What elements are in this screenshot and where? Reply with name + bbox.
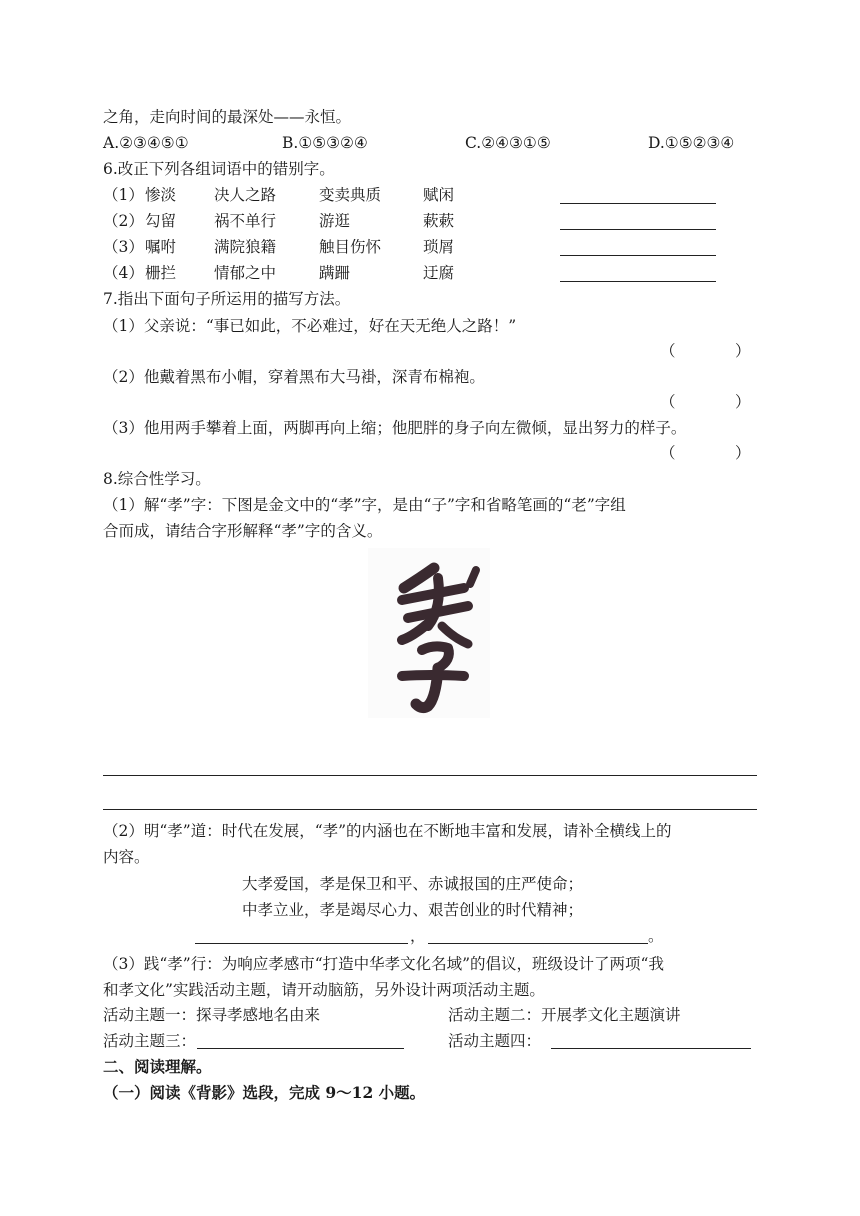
intro-tail: 之角，走向时间的最深处——永恒。 xyxy=(103,108,352,126)
poem-comma: ， xyxy=(410,927,426,945)
q6-word: 游逛 xyxy=(319,212,351,230)
paren-open: （ xyxy=(660,444,676,462)
activity-theme-3-label: 活动主题三： xyxy=(103,1032,197,1050)
activity-theme-4-blank[interactable] xyxy=(551,1048,751,1049)
answer-blank[interactable] xyxy=(560,229,716,230)
q7-item-2: （2）他戴着黑布小帽，穿着黑布大马褂，深青布棉袍。 xyxy=(103,368,485,386)
answer-blank[interactable] xyxy=(560,255,716,256)
activity-theme-3-blank[interactable] xyxy=(197,1048,404,1049)
q6-word: 迂腐 xyxy=(423,264,455,282)
q6-word: 蹒跚 xyxy=(319,264,351,282)
poem-line-2: 中孝立业，孝是竭尽心力、艰苦创业的时代精神； xyxy=(242,901,584,919)
option-d: D.①⑤②③④ xyxy=(648,134,735,152)
q6-word: 蔌蔌 xyxy=(423,212,455,230)
poem-blank-1[interactable] xyxy=(195,943,408,944)
q8-p3-line2: 和孝文化”实践活动主题，请开动脑筋，另外设计两项活动主题。 xyxy=(103,981,545,999)
section-subheading: （一）阅读《背影》选段，完成 9～12 小题。 xyxy=(103,1083,426,1102)
q6-row-num: （2） xyxy=(103,212,144,230)
q8-p1-line1: （1）解“孝”字：下图是金文中的“孝”字，是由“子”字和省略笔画的“老”字组 xyxy=(103,496,626,514)
activity-theme-2: 活动主题二：开展孝文化主题演讲 xyxy=(448,1006,681,1024)
q6-word: 琐屑 xyxy=(423,238,455,256)
poem-period: 。 xyxy=(648,927,664,945)
q7-item-3: （3）他用两手攀着上面，两脚再向上缩；他肥胖的身子向左微倾，显出努力的样子。 xyxy=(103,419,687,437)
activity-theme-4-label: 活动主题四： xyxy=(448,1032,542,1050)
activity-theme-1: 活动主题一：探寻孝感地名由来 xyxy=(103,1006,321,1024)
q8-title: 8.综合性学习。 xyxy=(103,470,211,488)
poem-blank-2[interactable] xyxy=(428,943,648,944)
q7-title: 7.指出下面句子所运用的描写方法。 xyxy=(103,290,351,308)
paren-open: （ xyxy=(660,393,676,411)
bronze-script-xiao-character-icon xyxy=(368,548,490,718)
q6-word: 祸不单行 xyxy=(214,212,277,230)
q8-p2-line2: 内容。 xyxy=(103,848,150,866)
q7-item-1: （1）父亲说：“事已如此，不必难过，好在天无绝人之路！” xyxy=(103,317,517,335)
poem-line-1: 大孝爱国，孝是保卫和平、赤诚报国的庄严使命； xyxy=(242,875,584,893)
answer-line[interactable] xyxy=(103,775,757,776)
q6-row-num: （4） xyxy=(103,264,144,282)
paren-close: ） xyxy=(735,393,751,411)
answer-blank[interactable] xyxy=(560,281,716,282)
q6-row-num: （1） xyxy=(103,186,144,204)
q6-word: 满院狼籍 xyxy=(214,238,277,256)
q8-p1-line2: 合而成，请结合字形解释“孝”字的含义。 xyxy=(103,522,383,540)
option-a: A.②③④⑤① xyxy=(103,134,189,152)
option-c: C.②④③①⑤ xyxy=(465,134,551,152)
paren-close: ） xyxy=(735,342,751,360)
q6-word: 栅拦 xyxy=(145,264,177,282)
q6-row-num: （3） xyxy=(103,238,144,256)
q6-word: 嘱咐 xyxy=(145,238,177,256)
paren-close: ） xyxy=(735,444,751,462)
answer-blank[interactable] xyxy=(560,203,716,204)
q6-word: 勾留 xyxy=(145,212,177,230)
option-b: B.①⑤③②④ xyxy=(282,134,368,152)
q6-word: 触目伤怀 xyxy=(319,238,382,256)
paren-open: （ xyxy=(660,342,676,360)
answer-line[interactable] xyxy=(103,809,757,810)
q6-word: 赋闲 xyxy=(423,186,455,204)
q6-word: 决人之路 xyxy=(214,186,277,204)
q6-word: 情郁之中 xyxy=(214,264,277,282)
q8-p3-line1: （3）践“孝”行：为响应孝感市“打造中华孝文化名域”的倡议，班级设计了两项“我 xyxy=(103,955,664,973)
q6-word: 变卖典质 xyxy=(319,186,382,204)
q8-p2-line1: （2）明“孝”道：时代在发展，“孝”的内涵也在不断地丰富和发展，请补全横线上的 xyxy=(103,822,672,840)
q6-title: 6.改正下列各组词语中的错别字。 xyxy=(103,160,335,178)
q6-word: 惨淡 xyxy=(145,186,177,204)
section-heading: 二、阅读理解。 xyxy=(103,1057,212,1076)
